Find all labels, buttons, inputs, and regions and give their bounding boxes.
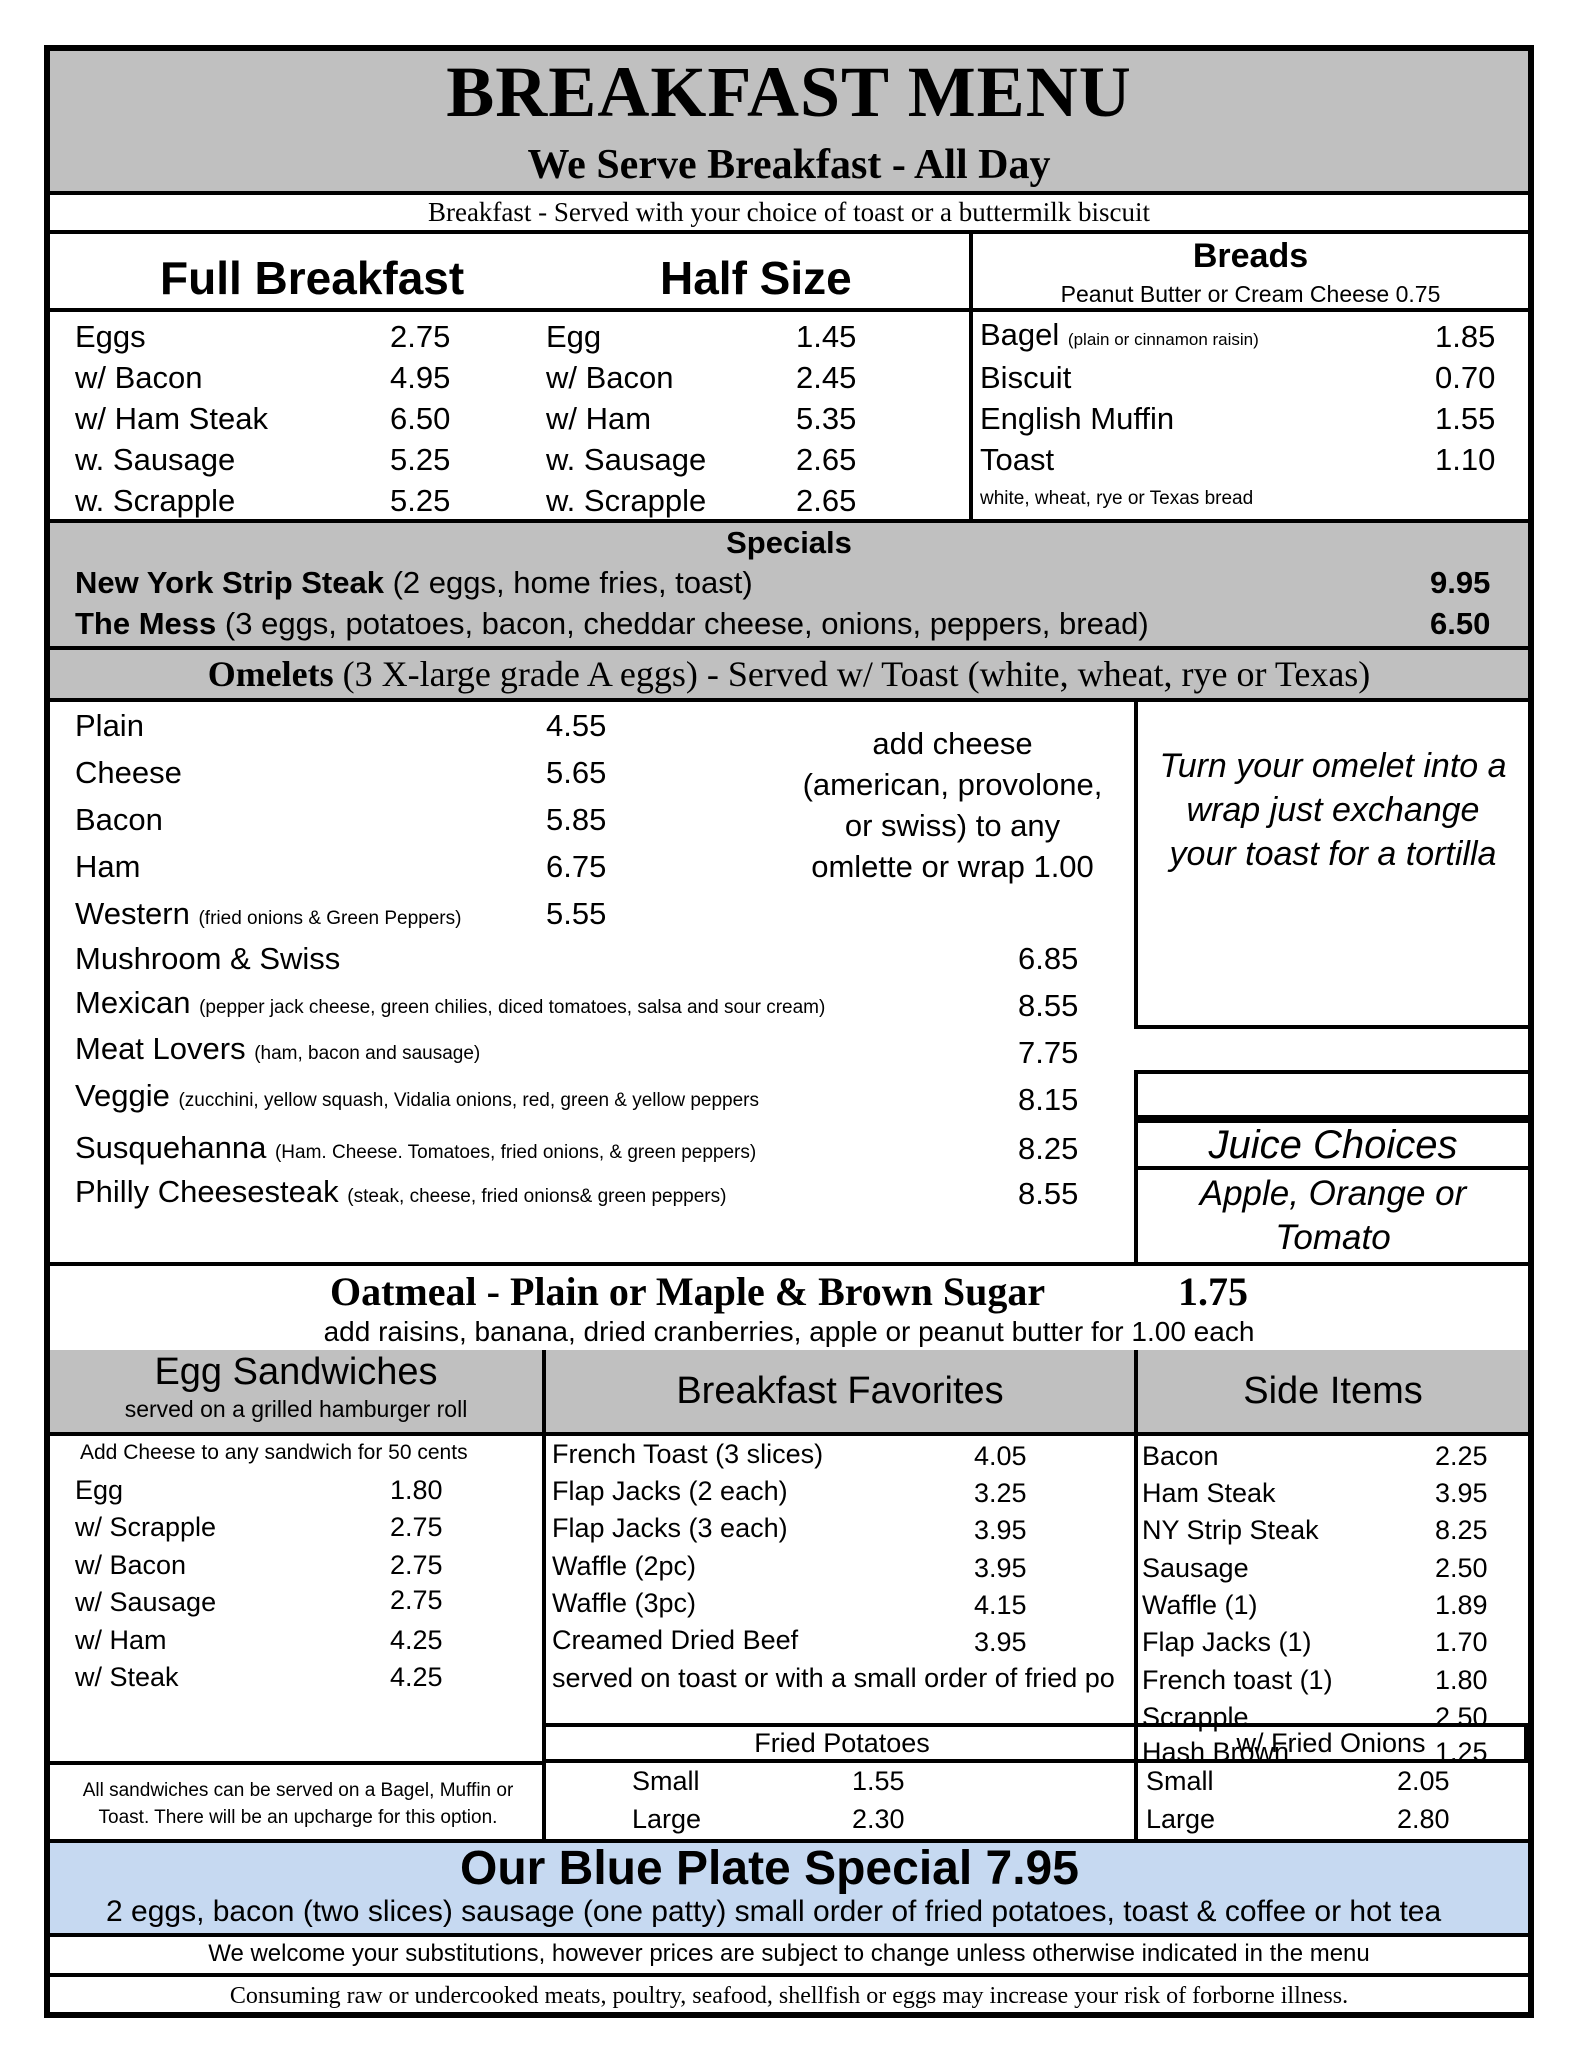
fried-onions-header: w/ Fried Onions (1134, 1723, 1528, 1763)
list-item: Toast (980, 442, 1055, 477)
list-item-price: 0.70 (1435, 360, 1496, 395)
list-item-price: 2.30 (852, 1804, 905, 1834)
served-with-line: Breakfast - Served with your choice of toast or a buttermilk biscuit (50, 195, 1528, 234)
list-item: Flap Jacks (3 each) (552, 1513, 788, 1543)
juice-box (1134, 1170, 1528, 1266)
wrap-note-box (1134, 702, 1528, 1029)
special-item: The Mess (3 eggs, potatoes, bacon, cheddar cheese, onions, peppers, bread) (75, 606, 1149, 641)
list-item-price: 1.55 (1435, 401, 1496, 436)
list-item-price: 1.10 (1435, 442, 1496, 477)
substitutions-line: We welcome your substitutions, however prices are subject to change unless otherwise indicated in the menu (50, 1937, 1528, 1977)
juice-heading: Juice Choices (1208, 1123, 1458, 1167)
fried-potatoes-header: Fried Potatoes (542, 1723, 1138, 1763)
list-item-price: 2.25 (1435, 1441, 1488, 1471)
list-item-price: 1.55 (852, 1766, 905, 1796)
fried-potatoes-box (542, 1763, 1138, 1843)
list-item-price: 2.05 (1397, 1766, 1450, 1796)
list-item-price: 4.05 (974, 1441, 1027, 1471)
list-item: w/ Sausage (75, 1587, 217, 1617)
list-item-price: 2.45 (796, 360, 857, 395)
list-item-price: 5.25 (390, 483, 451, 518)
omelet-detail: (Ham. Cheese. Tomatoes, fried onions, & green peppers) (274, 1142, 757, 1163)
list-item: Ham Steak (1142, 1478, 1276, 1508)
list-item: w. Scrapple (546, 483, 707, 518)
list-item: Small (1146, 1766, 1214, 1796)
list-item-price: 1.85 (1435, 319, 1496, 354)
list-item-price: 1.45 (796, 319, 857, 354)
list-item: Eggs (75, 319, 146, 354)
fried-onions-box (1134, 1763, 1528, 1843)
omelet-price: 5.55 (546, 896, 607, 931)
egg-sandwiches-subheading: served on a grilled hamburger roll (124, 1396, 468, 1422)
list-item: w/ Steak (75, 1662, 179, 1692)
omelet-price: 8.15 (1018, 1082, 1079, 1117)
blue-plate-description: 2 eggs, bacon (two slices) sausage (one patty) small order of fried potatoes, toast & coffee or hot tea (106, 1895, 1442, 1928)
list-item: w/ Ham (75, 1625, 167, 1655)
omelet-item: Veggie (zucchini, yellow squash, Vidalia onions, red, green & yellow peppers (75, 1078, 759, 1113)
omelet-detail: (steak, cheese, fried onions& green peppers) (347, 1186, 727, 1207)
breads-note: Peanut Butter or Cream Cheese 0.75 (1060, 281, 1441, 307)
list-item-price: 1.70 (1435, 1627, 1488, 1657)
list-item: w/ Bacon (75, 1550, 187, 1580)
list-item-price: 4.15 (974, 1590, 1027, 1620)
omelet-price: 4.55 (546, 708, 607, 743)
half-size-heading: Half Size (660, 252, 852, 304)
juice-choices: Apple, Orange or Tomato (1199, 1174, 1467, 1257)
list-item: English Muffin (980, 401, 1175, 436)
list-item: Scrapple (1142, 1702, 1249, 1732)
list-item: Sausage (1142, 1553, 1249, 1583)
list-item: Waffle (1) (1142, 1590, 1258, 1620)
list-item-price: 3.95 (974, 1515, 1027, 1545)
list-item-price: 5.25 (390, 442, 451, 477)
list-item: Hash Brown (1142, 1737, 1290, 1767)
list-item-price: 2.75 (390, 1585, 443, 1615)
oatmeal-title: Oatmeal - Plain or Maple & Brown Sugar (330, 1269, 1046, 1314)
list-item-price: 3.95 (1435, 1478, 1488, 1508)
list-item-price: 3.25 (974, 1478, 1027, 1508)
list-item-price: 3.95 (974, 1627, 1027, 1657)
list-item-price: 2.75 (390, 319, 451, 354)
menu-title: BREAKFAST MENU (446, 52, 1132, 132)
omelet-price: 8.55 (1018, 1176, 1079, 1211)
omelet-item: Mexican (pepper jack cheese, green chilies, diced tomatoes, salsa and sour cream) (75, 985, 826, 1020)
list-item-price: 4.25 (390, 1662, 443, 1692)
list-item: Flap Jacks (2 each) (552, 1476, 788, 1506)
omelet-item: Mushroom & Swiss (75, 941, 341, 976)
list-item: w/ Ham Steak (75, 401, 268, 436)
side-items-heading: Side Items (1243, 1370, 1423, 1412)
omelet-price: 6.85 (1018, 941, 1079, 976)
omelet-item: Cheese (75, 755, 182, 790)
special-item-price: 6.50 (1430, 606, 1491, 641)
list-item-price: 4.25 (390, 1625, 443, 1655)
omelet-item: Philly Cheesesteak (steak, cheese, fried onions& green peppers) (75, 1174, 727, 1209)
list-item-price: 2.80 (1397, 1804, 1450, 1834)
specials-heading: Specials (726, 525, 852, 560)
list-item-price: 8.25 (1435, 1515, 1488, 1545)
list-item: Bacon (1142, 1441, 1219, 1471)
omelet-detail: (fried onions & Green Peppers) (198, 908, 462, 929)
special-item: New York Strip Steak (2 eggs, home fries, toast) (75, 565, 753, 600)
list-item: w/ Scrapple (75, 1512, 217, 1542)
list-item-price: 5.35 (796, 401, 857, 436)
list-item: w/ Bacon (546, 360, 674, 395)
list-item-price: 1.80 (390, 1475, 443, 1505)
list-item: Bagel (plain or cinnamon raisin) (980, 317, 1259, 352)
omelet-price: 5.65 (546, 755, 607, 790)
special-item-price: 9.95 (1430, 565, 1491, 600)
list-item: Egg (546, 319, 602, 354)
omelet-price: 5.85 (546, 802, 607, 837)
list-item-price: 2.75 (390, 1512, 443, 1542)
list-item: Flap Jacks (1) (1142, 1627, 1312, 1657)
list-item-price: 1.89 (1435, 1590, 1488, 1620)
list-item: w. Sausage (546, 442, 707, 477)
list-item: Egg (75, 1475, 124, 1505)
egg-sandwiches-heading: Egg Sandwiches (154, 1351, 438, 1393)
list-item-price: 1.80 (1435, 1665, 1488, 1695)
list-item-price: 3.95 (974, 1553, 1027, 1583)
omelet-item: Plain (75, 708, 144, 743)
omelet-item: Western (fried onions & Green Peppers) (75, 896, 462, 931)
bagel-detail: (plain or cinnamon raisin) (1067, 330, 1259, 349)
list-item-price: 2.50 (1435, 1702, 1488, 1732)
list-item: Waffle (2pc) (552, 1551, 697, 1581)
juice-heading-box (1134, 1119, 1528, 1170)
blank-box-line (1134, 1074, 1528, 1119)
omelet-detail: (ham, bacon and sausage) (254, 1043, 481, 1064)
menu-header (50, 51, 1528, 195)
breakfast-menu (44, 45, 1534, 2018)
omelet-price: 8.55 (1018, 988, 1079, 1023)
bagel-note: All sandwiches can be served on a Bagel, Muffin or Toast. There will be an upcharge for this option. (82, 1780, 514, 1828)
list-item-price: 2.65 (796, 483, 857, 518)
favorites-heading: Breakfast Favorites (676, 1370, 1004, 1412)
list-item: w/ Bacon (75, 360, 203, 395)
section-headers-row (50, 1350, 1528, 1436)
omelet-item: Meat Lovers (ham, bacon and sausage) (75, 1031, 481, 1066)
cheese-note: Add Cheese to any sandwich for 50 cents (80, 1441, 468, 1464)
omelet-item: Susquehanna (Ham. Cheese. Tomatoes, fried onions, & green peppers) (75, 1130, 757, 1165)
omelets-heading: Omelets (207, 654, 334, 694)
omelet-detail: (pepper jack cheese, green chilies, diced tomatoes, salsa and sour cream) (199, 997, 826, 1018)
blank-box-line (1134, 1029, 1528, 1074)
toast-note: white, wheat, rye or Texas bread (980, 488, 1254, 509)
list-item-price: 2.75 (390, 1550, 443, 1580)
list-item: Waffle (3pc) (552, 1588, 697, 1618)
omelet-price: 7.75 (1018, 1035, 1079, 1070)
omelet-detail: (zucchini, yellow squash, Vidalia onions, red, green & yellow peppers (178, 1090, 759, 1111)
list-item: Biscuit (980, 360, 1072, 395)
cdb-note: served on toast or with a small order of fried po (552, 1663, 1115, 1693)
list-item: w. Scrapple (75, 483, 236, 518)
list-item: NY Strip Steak (1142, 1515, 1319, 1545)
list-item: French toast (1) (1142, 1665, 1333, 1695)
list-item: w. Sausage (75, 442, 236, 477)
add-cheese-note: add cheese (american, provolone, or swiss) to any omlette or wrap 1.00 (802, 726, 1103, 884)
full-breakfast-heading: Full Breakfast (160, 252, 465, 304)
menu-subtitle: We Serve Breakfast - All Day (527, 142, 1051, 188)
oatmeal-addons: add raisins, banana, dried cranberries, apple or peanut butter for 1.00 each (323, 1316, 1255, 1347)
bagel-note-box (50, 1761, 546, 1841)
omelet-price: 6.75 (546, 849, 607, 884)
favorites-header (542, 1350, 1134, 1432)
list-item: Large (632, 1804, 702, 1834)
oatmeal-section (50, 1262, 1528, 1354)
list-item: Creamed Dried Beef (552, 1625, 799, 1655)
list-item: Large (1146, 1804, 1216, 1834)
omelet-item: Bacon (75, 802, 163, 837)
omelets-header: Omelets (3 X-large grade A eggs) - Served w/ Toast (white, wheat, rye or Texas) (50, 650, 1528, 702)
egg-sandwiches-header (50, 1350, 542, 1424)
breads-heading: Breads (1192, 237, 1309, 275)
blue-plate-title: Our Blue Plate Special 7.95 (460, 1842, 1079, 1895)
wrap-note: Turn your omelet into a wrap just exchange your toast for a tortilla (1159, 747, 1507, 873)
specials-section (50, 519, 1528, 650)
omelet-price: 8.25 (1018, 1131, 1079, 1166)
list-item-price: 6.50 (390, 401, 451, 436)
list-item: Small (632, 1766, 700, 1796)
list-item-price: 1.25 (1435, 1737, 1488, 1767)
list-item: w/ Ham (546, 401, 652, 436)
favorites-list (552, 1439, 1132, 1759)
blue-plate-special (50, 1839, 1528, 1937)
warning-line: Consuming raw or undercooked meats, poultry, seafood, shellfish or eggs may increase your risk of forborne illness. (229, 1983, 1349, 2009)
oatmeal-price: 1.75 (1178, 1269, 1248, 1314)
omelet-item: Ham (75, 849, 141, 884)
list-item-price: 2.65 (796, 442, 857, 477)
list-item-price: 2.50 (1435, 1553, 1488, 1583)
list-item-price: 4.95 (390, 360, 451, 395)
list-item: French Toast (3 slices) (552, 1439, 824, 1469)
side-items-header (1134, 1350, 1528, 1432)
